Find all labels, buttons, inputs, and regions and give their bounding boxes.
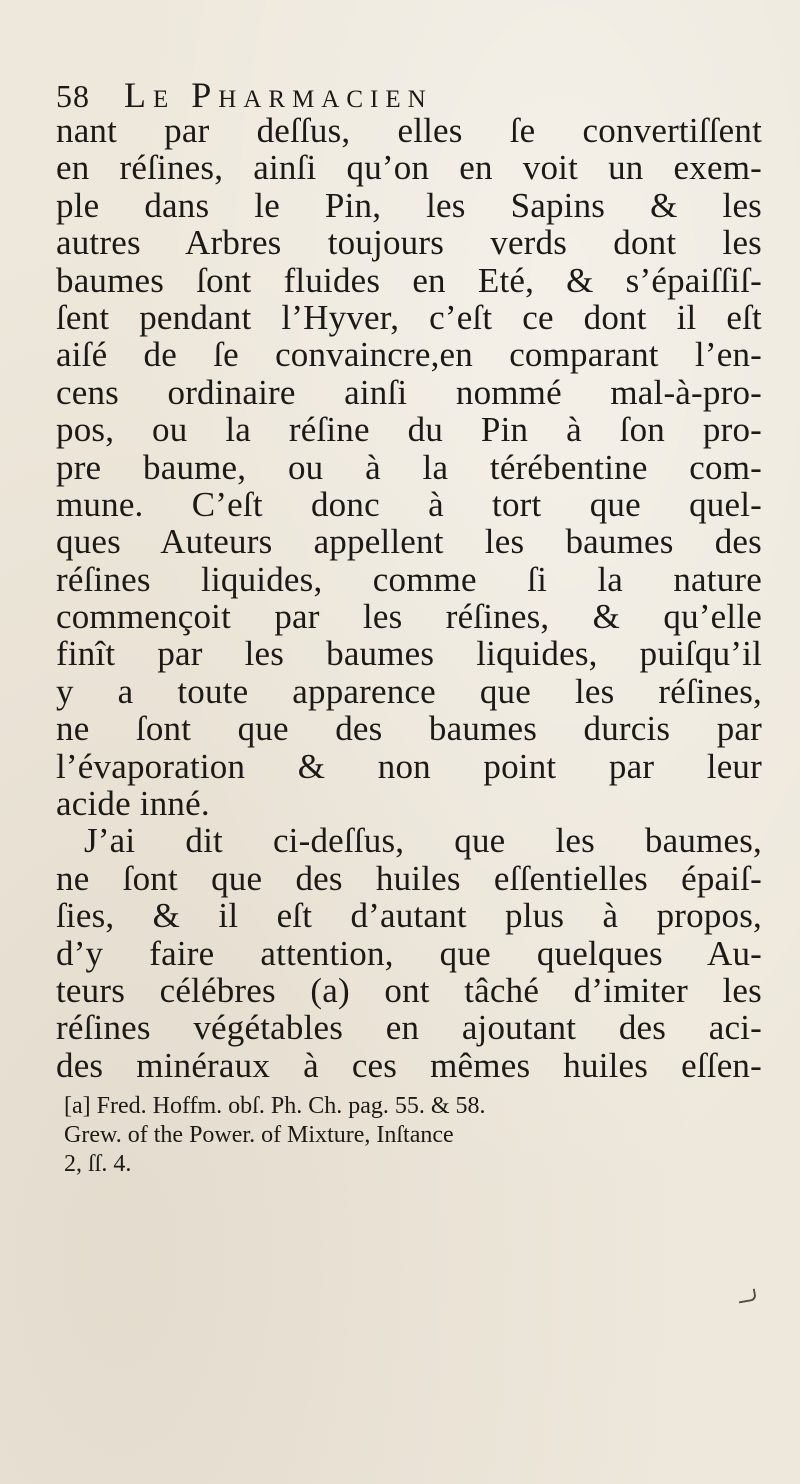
- text-line: pos, ou la réſine du Pin à ſon pro-: [56, 410, 762, 450]
- text-line: mune. C’eſt donc à tort que quel-: [56, 484, 762, 524]
- text-line: l’évaporation & non point par leur: [56, 746, 762, 786]
- text-line: des minéraux à ces mêmes huiles eſſen-: [56, 1045, 762, 1085]
- text-line: ques Auteurs appellent les baumes des: [56, 522, 762, 562]
- text-line: réſines végétables en ajoutant des aci-: [56, 1008, 762, 1048]
- text-line: en réſines, ainſi qu’on en voit un exem-: [56, 148, 762, 188]
- text-line: teurs célébres (a) ont tâché d’imiter les: [56, 970, 762, 1010]
- text-line: autres Arbres toujours verds dont les: [56, 223, 762, 263]
- text-line: baumes ſont fluides en Eté, & s’épaiſſiſ-: [56, 260, 762, 300]
- text-line: aiſé de ſe convaincre,en comparant l’en-: [56, 335, 762, 375]
- footnotes: [64, 1092, 760, 1179]
- text-line: y a toute apparence que les réſines,: [56, 671, 762, 711]
- text-line: finît par les baumes liquides, puiſqu’il: [56, 634, 762, 674]
- text-line: commençoit par les réſines, & qu’elle: [56, 597, 762, 637]
- text-line: pre baume, ou à la térébentine com-: [56, 447, 762, 487]
- text-line: ple dans le Pin, les Sapins & les: [56, 185, 762, 225]
- footnote-line: [a] Fred. Hoffm. obſ. Ph. Ch. pag. 55. & 58.: [64, 1093, 486, 1119]
- text-line: ne ſont que des huiles eſſentielles épaiſ-: [56, 858, 762, 898]
- body-text: [56, 112, 762, 1084]
- footnote-line: Grew. of the Power. of Mixture, Inſtance: [64, 1122, 454, 1148]
- running-title: Le Pharmacien: [124, 75, 433, 115]
- text-line: réſines liquides, comme ſi la nature: [56, 559, 762, 599]
- ink-mark: [737, 1289, 757, 1304]
- text-line: ne ſont que des baumes durcis par: [56, 709, 762, 749]
- footnote-line: 2, ſſ. 4.: [64, 1151, 132, 1177]
- text-line: d’y faire attention, que quelques Au-: [56, 933, 762, 973]
- text-line: ſies, & il eſt d’autant plus à propos,: [56, 896, 762, 936]
- text-line: ſent pendant l’Hyver, c’eſt ce dont il eſt: [56, 297, 762, 337]
- running-head: [56, 74, 760, 114]
- text-line: nant par deſſus, elles ſe convertiſſent: [56, 111, 762, 150]
- text-line: J’ai dit ci-deſſus, que les baumes,: [84, 821, 762, 861]
- page-number: 58: [56, 78, 90, 114]
- text-line: cens ordinaire ainſi nommé mal-à-pro-: [56, 372, 762, 412]
- text-line: acide inné.: [56, 784, 210, 824]
